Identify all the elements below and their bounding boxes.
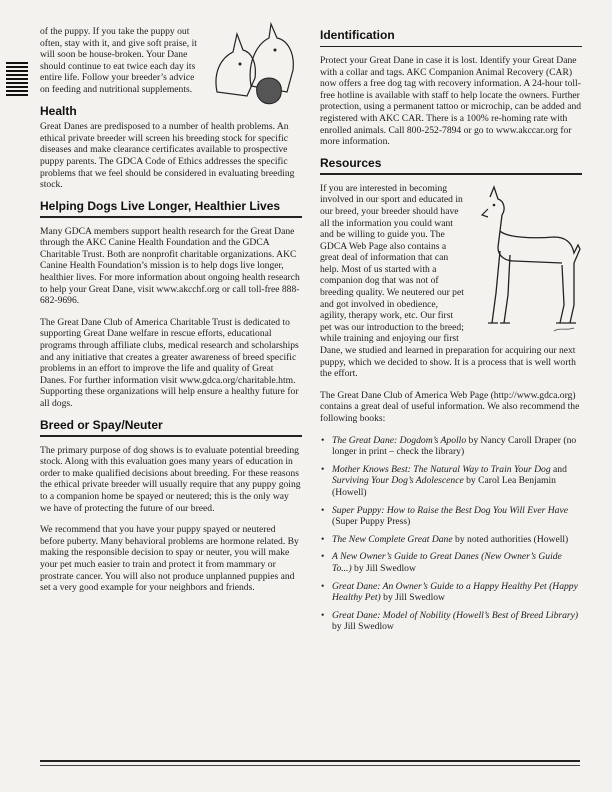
identification-heading: Identification [320, 28, 395, 42]
book-item: • Mother Knows Best: The Natural Way to Train Your Dog and Surviving Your Dog’s Adolescence by Carol Lea Benjamin (Howell) [330, 464, 582, 499]
book-item: • Great Dane: Model of Nobility (Howell’s Best of Breed Library) by Jill Swedlow [330, 610, 582, 633]
standing-great-dane-illustration [470, 185, 588, 335]
book-item: • Super Puppy: How to Raise the Best Dog You Will Ever Have (Super Puppy Press) [330, 505, 582, 528]
breed-paragraph-2: We recommend that you have your puppy spayed or neutered before puberty. Many behavioral problems are hormone related. By making the responsible decision to spay or neuter, you will make your pet much easier to train and protect it from mammary or prostrate cancer. You will also not produce unplanned puppies and set a very good example for your neighbors and friends. [40, 524, 299, 594]
heading-rule [320, 173, 582, 174]
heading-rule [320, 46, 582, 47]
helping-paragraph-2: The Great Dane Club of America Charitable Trust is dedicated to supporting Great Dane welfare in rescue efforts, educational programs through affiliate clubs, medical research and scholarships and any initiative that creates a greater awareness of breed specific problems in an effort to improve the life and quality of Great Danes. For further information visit www.gdca.org/charitable.htm. Supporting these organizations will help ensure a healthy future for all dogs. [40, 316, 299, 410]
resources-paragraph-2: The Great Dane Club of America Web Page (http://www.gdca.org) contains a great deal of useful information. We also recommend the following books: [320, 389, 580, 424]
helping-dogs-heading: Helping Dogs Live Longer, Healthier Lives [40, 198, 281, 213]
recommended-books-list [320, 435, 582, 633]
book-item: • The Great Dane: Dogdom’s Apollo by Nancy Caroll Draper (no longer in print – check the library) [330, 435, 582, 458]
resources-heading: Resources [320, 155, 382, 170]
heading-rule [40, 435, 302, 436]
book-item: • Great Dane: An Owner’s Guide to a Happy Healthy Pet (Happy Healthy Pet) by Jill Swedlow [330, 581, 582, 604]
right-column [320, 26, 582, 639]
left-column [40, 26, 302, 604]
breed-spay-heading: Breed or Spay/Neuter [40, 417, 163, 432]
bottom-rule [40, 760, 580, 762]
health-paragraph: Great Danes are predisposed to a number of health problems. An ethical private breeder will screen his breeding stock for specific diseases and make clearance certificates available to prospective puppy parents. The GDCA Code of Ethics addresses the specific problems that we feel should be considered in evaluating breeding stock. [40, 121, 295, 191]
great-dane-heads-illustration [207, 22, 302, 114]
book-item: • The New Complete Great Dane by noted authorities (Howell) [330, 534, 582, 546]
bottom-rule-thin [40, 765, 580, 766]
book-item: • A New Owner’s Guide to Great Danes (New Owner’s Guide To...) by Jill Swedlow [330, 551, 582, 574]
breed-paragraph-1: The primary purpose of dog shows is to evaluate potential breeding stock. Along with this evaluation goes many years of education in order to make qualified decisions about breeding. For these reasons the ethical private breeder will usually require that any puppy going to a companion home be spayed or neutered; this is the only way we have of protecting the future of our breed. [40, 444, 301, 514]
barcode [6, 62, 28, 98]
helping-paragraph-1: Many GDCA members support health research for the Great Dane through the AKC Canine Health Foundation and the GDCA Charitable Trust. Both are nonprofit charitable organizations. AKC Canine Health Foundation’s mission is to help dogs live longer, healthier lives. For more information about ongoing health research to help your Great Dane, visit www.akcchf.org or call toll-free 888-682-9696. [40, 225, 300, 307]
heading-rule [40, 216, 302, 217]
intro-paragraph: of the puppy. If you take the puppy out often, stay with it, and give soft praise, it will soon be house-broken. Your Dane should continue to eat twice each day its entire life. Follow your breeder’s advice on feeding and nutritional supplements. [40, 26, 197, 95]
resources-paragraph-1: If you are interested in becoming involved in our sport and educated in our breed, your breeder should have all the information you could want and be willing to guide you. The GDCA Web Page also contains a great deal of information that can help. Most of us started with a companion dog that was not of breeding quality. We neutered our pet and got involved in obedience, agility, therapy work, etc. Our first pet was our introduction to the breed; while training and enjoying our first Dane, we studied and learned in preparation for acquiring our next puppy, which we decided to show. It is a process that is well worth the effort. [320, 182, 576, 380]
health-heading: Health [40, 103, 77, 118]
identification-paragraph: Protect your Great Dane in case it is lost. Identify your Great Dane with a collar and tags. AKC Companion Animal Recovery (CAR) now offers a free dog tag with recovery information. A 24-hour toll-free hotline is available with staff to help locate the owners. Further protection, using a permanent tattoo or microchip, can be added and registered with AKC CAR. There is a 100% re-homing rate with enrolled animals. Call 800-252-7894 or go to www.akccar.org for more information. [320, 54, 582, 148]
